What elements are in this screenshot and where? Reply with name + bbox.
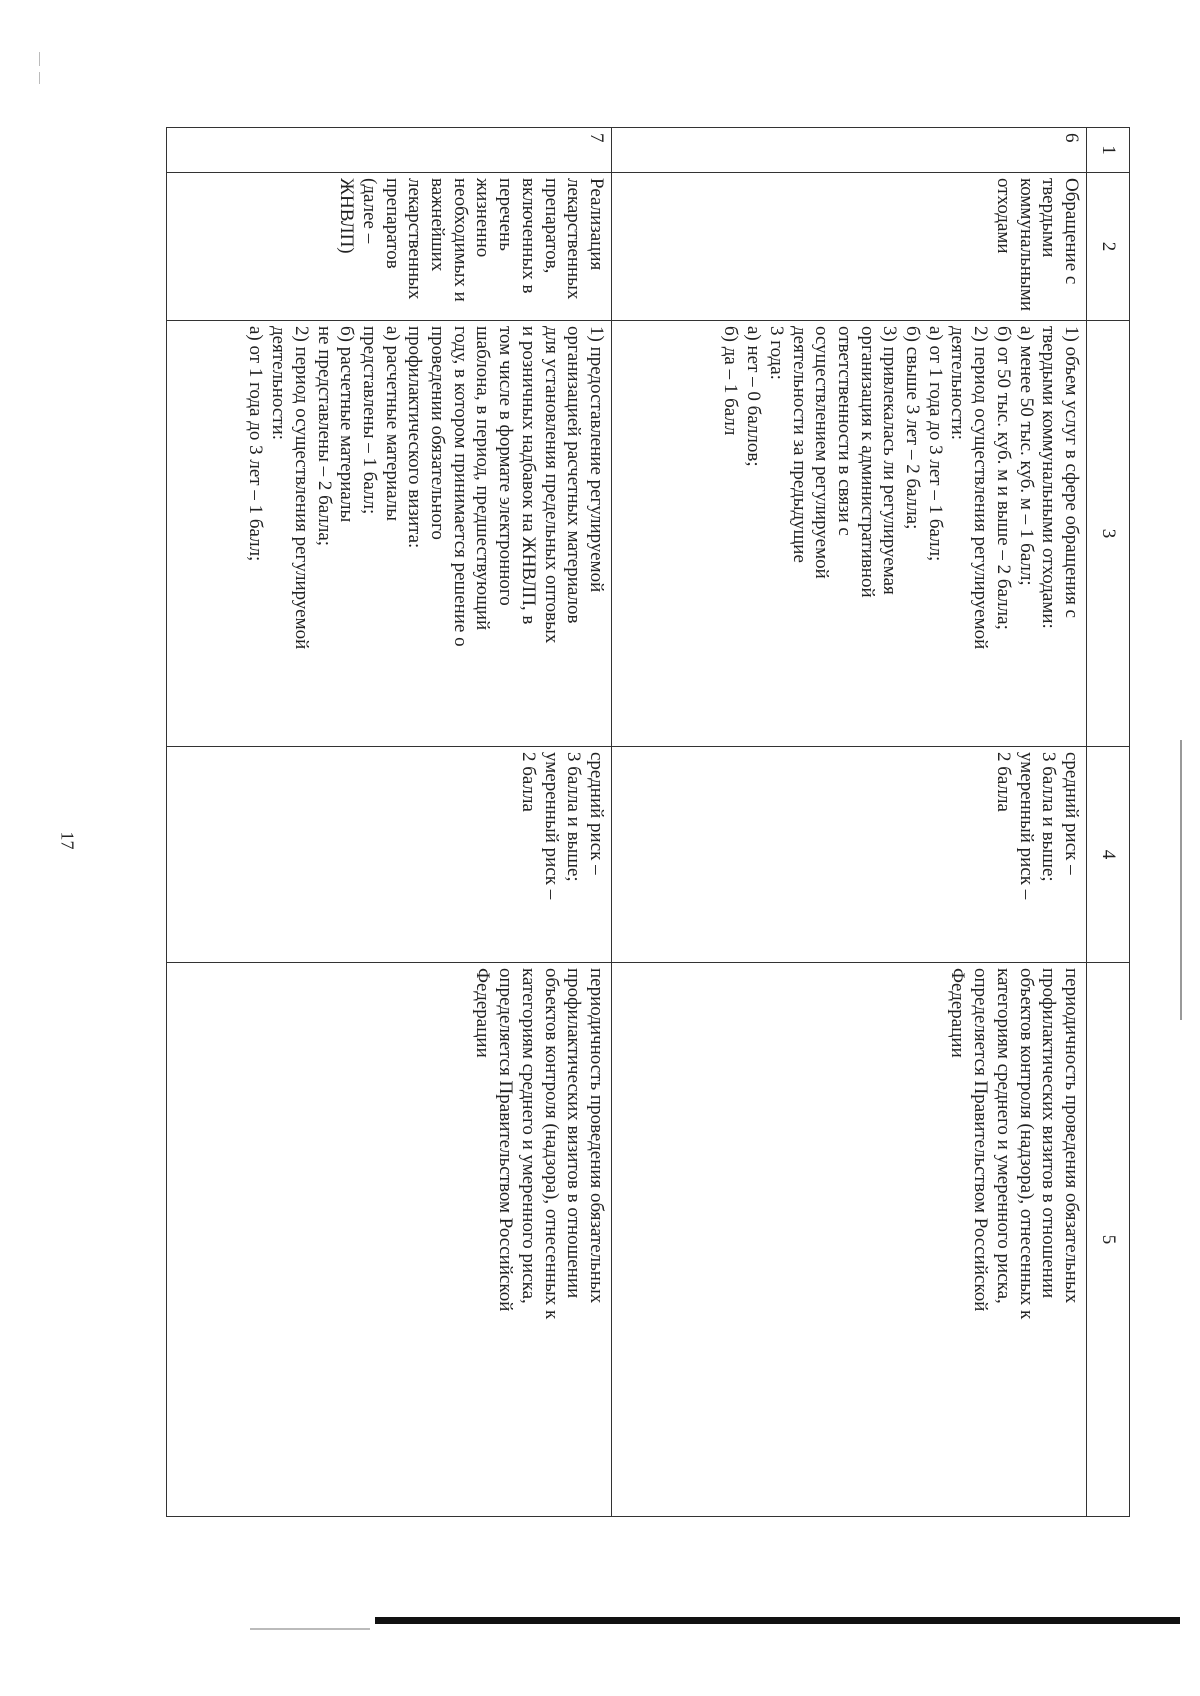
criteria-cell: 1) предоставление регулируемой организацией расчетных материалов для установления предельных оптовых и розничных надбавок на ЖНВЛП, в том числе в формате электронного шаблона, в период, предшествующий году, в котором принимается решение о проведении обязательного профилактического визита: а) расчетные материалы представлены – 1 балл; б) расчетные материалы не представлены – 2 балла; 2) период осуществления регулируемой деятельности: а) от 1 года до 3 лет – 1 балл; bbox=[167, 321, 612, 747]
scan-edge-mark bbox=[250, 1628, 370, 1630]
periodicity-cell: периодичность проведения обязательных профилактических визитов в отношении объектов контроля (надзора), отнесенных к категориям среднего и умеренного риска, определяется Правительством Российской Федерации bbox=[167, 963, 612, 1517]
scan-edge-bar bbox=[375, 1617, 1180, 1624]
table-header-row bbox=[1087, 128, 1130, 1517]
scan-mark bbox=[39, 72, 40, 84]
table-row bbox=[167, 128, 612, 1517]
table-row bbox=[612, 128, 1087, 1517]
risk-category-cell: средний риск – 3 балла и выше; умеренный риск – 2 балла bbox=[167, 747, 612, 963]
scan-edge-mark bbox=[1180, 740, 1182, 1020]
column-header-3: 3 bbox=[1087, 321, 1130, 747]
risk-category-cell: средний риск – 3 балла и выше; умеренный риск – 2 балла bbox=[612, 747, 1087, 963]
row-number: 6 bbox=[612, 128, 1087, 173]
activity-cell: Реализация лекарственных препаратов, включенных в перечень жизненно необходимых и важнейших лекарственных препаратов (далее – ЖНВЛП) bbox=[167, 173, 612, 321]
rotated-table-container bbox=[100, 127, 1130, 1516]
criteria-cell: 1) объем услуг в сфере обращения с твердыми коммунальными отходами: а) менее 50 тыс. куб. м – 1 балл; б) от 50 тыс. куб. м и выше – 2 балла; 2) период осуществления регулируемой деятельности: а) от 1 года до 3 лет – 1 балл; б) свыше 3 лет – 2 балла; 3) привлекалась ли регулируемая организация к административной ответственности в связи с осуществлением регулируемой деятельности за предыдущие 3 года: а) нет – 0 баллов; б) да – 1 балл bbox=[612, 321, 1087, 747]
scan-mark bbox=[39, 52, 40, 66]
column-header-4: 4 bbox=[1087, 747, 1130, 963]
column-header-2: 2 bbox=[1087, 173, 1130, 321]
column-header-1: 1 bbox=[1087, 128, 1130, 173]
page-number: 17 bbox=[57, 831, 78, 850]
column-header-5: 5 bbox=[1087, 963, 1130, 1517]
activity-cell: Обращение с твердыми коммунальными отходами bbox=[612, 173, 1087, 321]
row-number: 7 bbox=[167, 128, 612, 173]
risk-criteria-table bbox=[166, 127, 1130, 1517]
periodicity-cell: периодичность проведения обязательных профилактических визитов в отношении объектов контроля (надзора), отнесенных к категориям среднего и умеренного риска, определяется Правительством Российской Федерации bbox=[612, 963, 1087, 1517]
